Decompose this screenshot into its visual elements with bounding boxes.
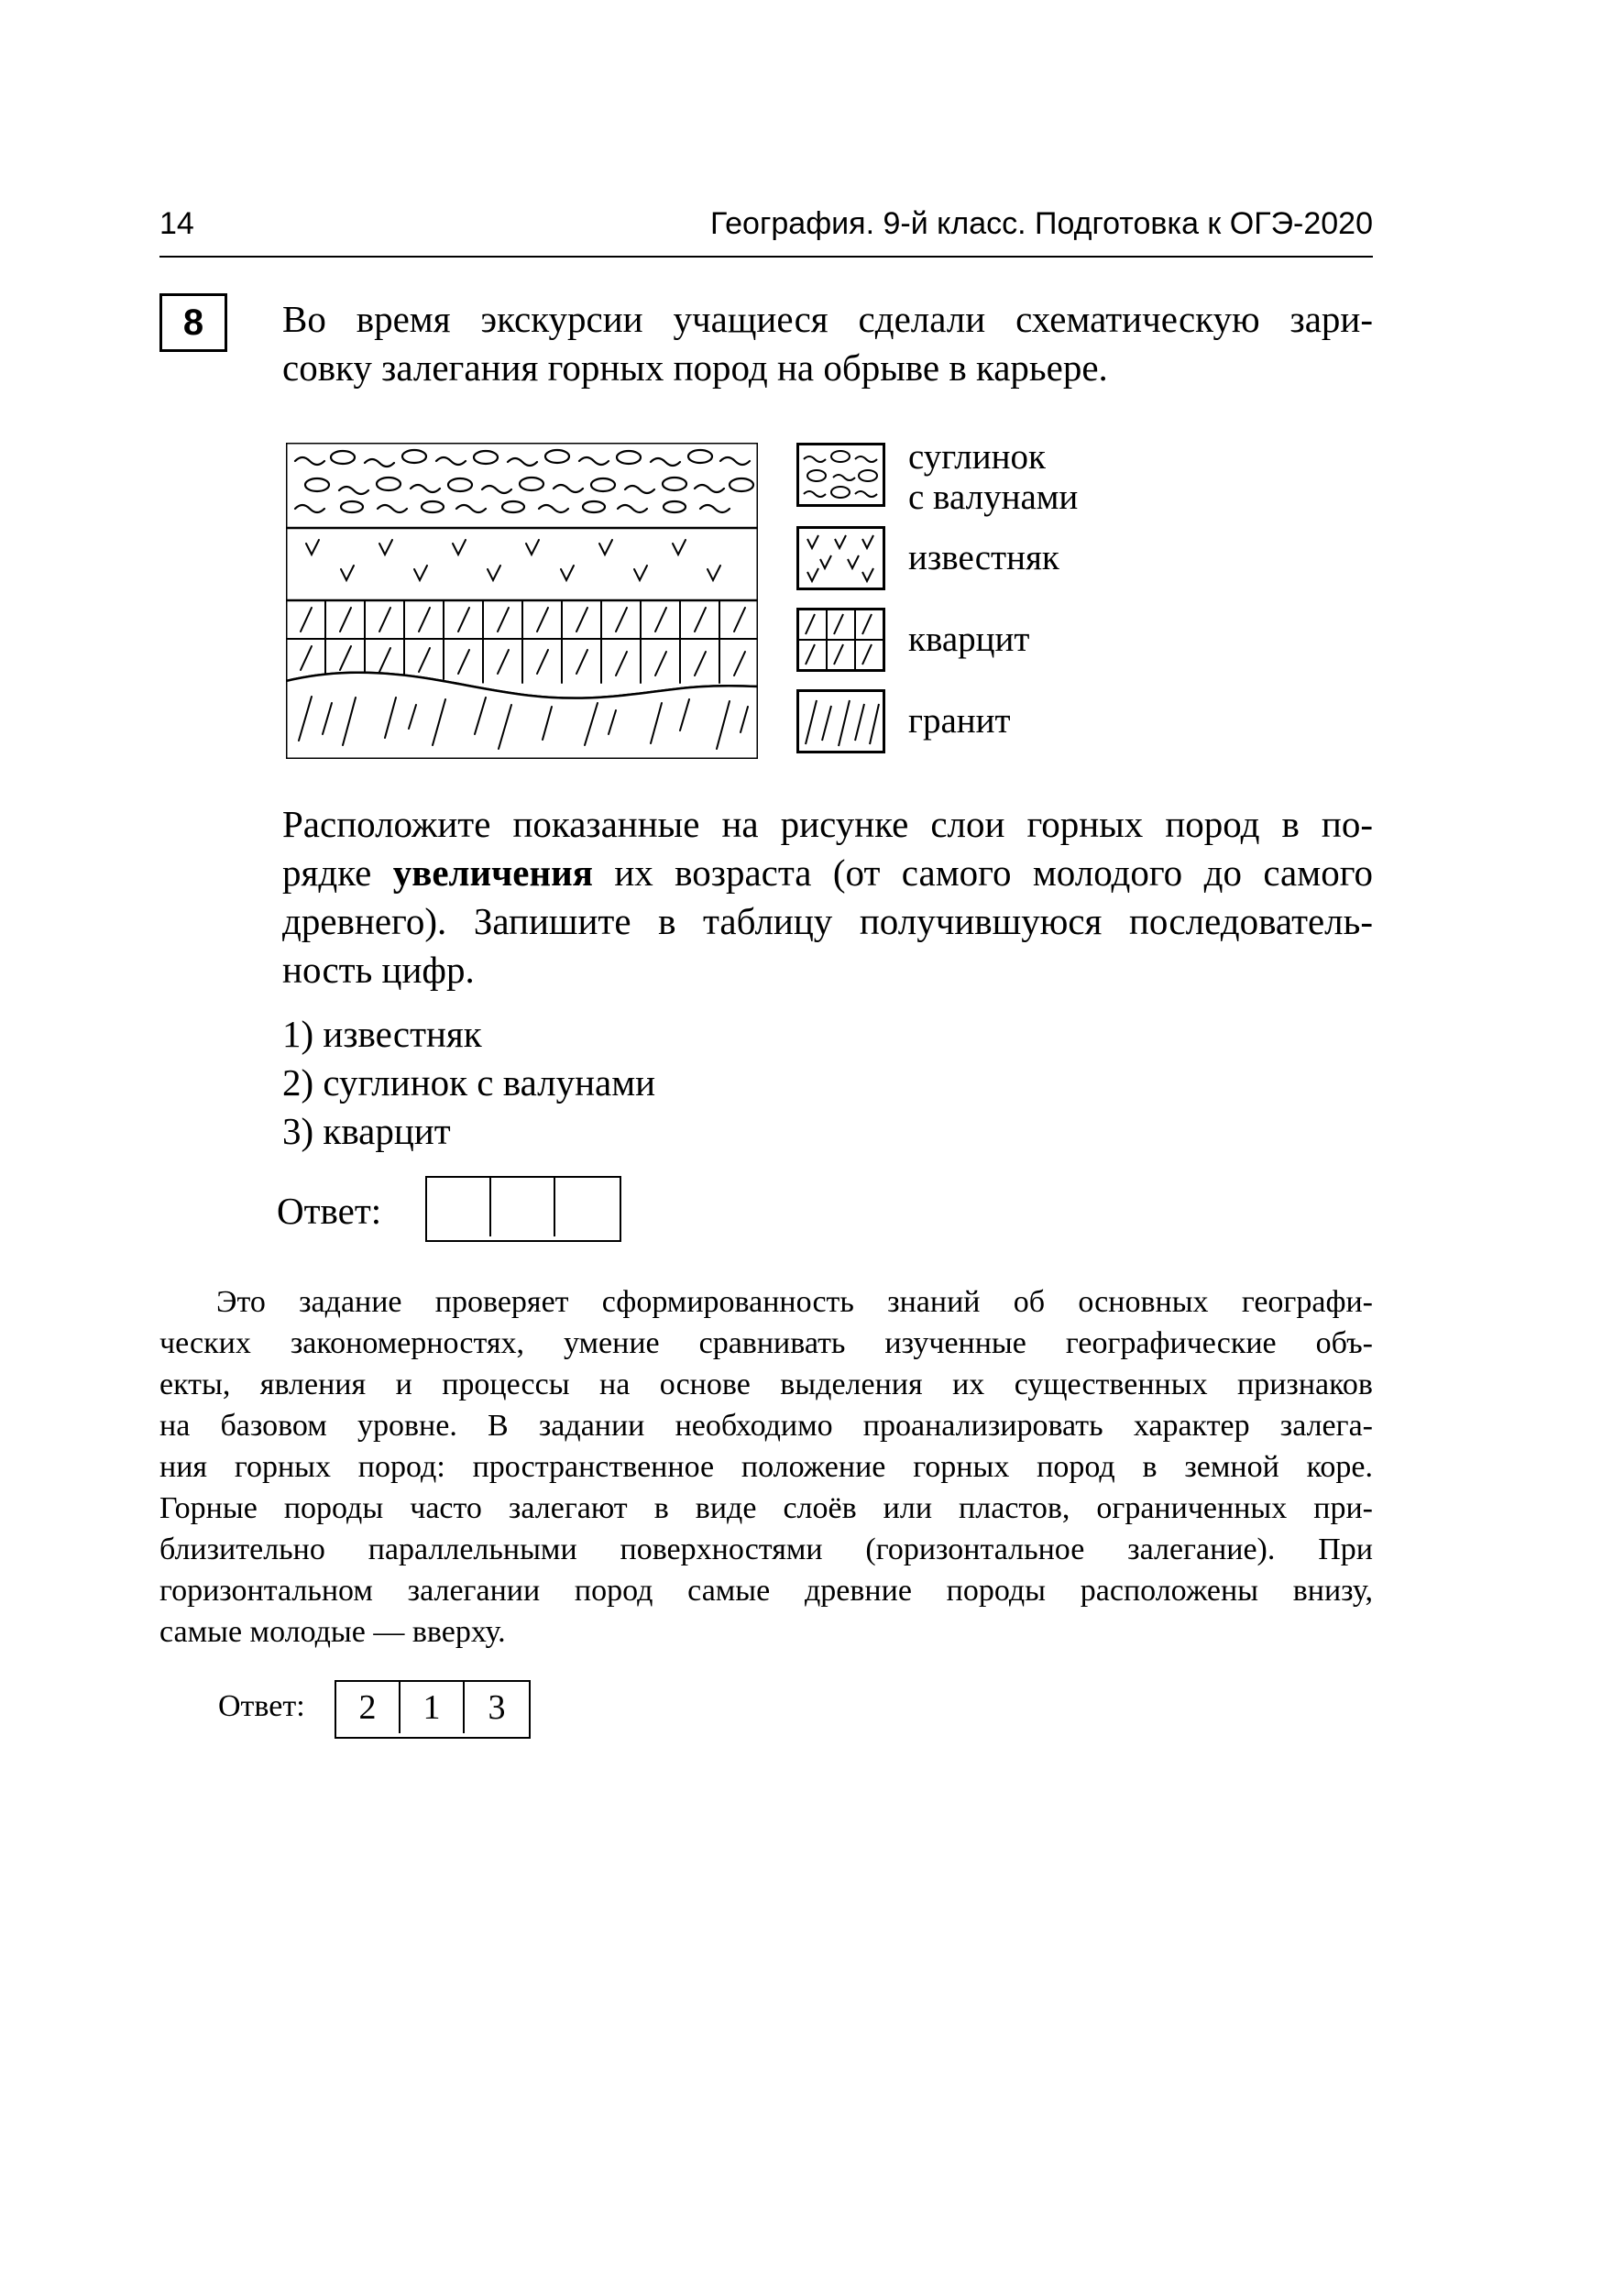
option-item: 1) известняк (282, 1013, 482, 1055)
explanation-answer-label: Ответ: (218, 1689, 305, 1723)
boulder-loam-layer (295, 450, 753, 512)
answer-cell[interactable] (555, 1178, 620, 1236)
answer-cell: 2 (336, 1682, 401, 1733)
task-answer-grid (425, 1176, 621, 1242)
explanation-line: ческих закономерностях, умение сравнивать изученные географические объ- (159, 1326, 1373, 1360)
rock-layers-diagram (286, 443, 758, 759)
instruction-line: Расположите показанные на рисунке слои горных пород в по- (282, 803, 1373, 845)
quartzite-layer (286, 600, 758, 683)
legend-label-granite: гранит (908, 701, 1011, 741)
option-item: 2) суглинок с валунами (282, 1061, 656, 1104)
explanation-line: горизонтальном залегании пород самые древние породы расположены внизу, (159, 1574, 1373, 1608)
legend-swatch-boulder-loam (796, 443, 885, 507)
instruction-text (282, 800, 1373, 994)
running-header-title: География. 9-й класс. Подготовка к ОГЭ-2020 (710, 206, 1373, 241)
question-line: совку залегания горных пород на обрыве в карьере. (282, 346, 1108, 389)
legend-label-boulder-loam (908, 437, 1078, 518)
explanation-line: близительно параллельными поверхностями (горизонтальное залегание). При (159, 1532, 1373, 1566)
explanation-line: на базовом уровне. В задании необходимо проанализировать характер залега- (159, 1409, 1373, 1443)
answer-cell: 1 (401, 1682, 465, 1733)
legend-swatch-granite (796, 689, 885, 753)
instruction-fragment: их возраста (от самого молодого до самого (592, 851, 1373, 894)
legend-label-quartzite: кварцит (908, 620, 1030, 659)
explanation-line: Горные породы часто залегают в виде слоёв или пластов, ограниченных при- (159, 1491, 1373, 1525)
header-rule (159, 256, 1373, 258)
task-answer-label: Ответ: (277, 1190, 382, 1232)
explanation-line: Это задание проверяет сформированность знаний об основных географи- (216, 1285, 1373, 1319)
limestone-layer (306, 540, 720, 580)
answer-cell[interactable] (491, 1178, 555, 1236)
explanation-line: екты, явления и процессы на основе выделения их существенных признаков (159, 1368, 1373, 1401)
options-list (282, 1010, 1107, 1156)
explanation-line: самые молодые — вверху. (159, 1615, 506, 1649)
explanation-text (159, 1281, 1373, 1653)
explanation-line: ния горных пород: пространственное положение горных пород в земной коре. (159, 1450, 1373, 1484)
answer-cell: 3 (488, 1688, 506, 1727)
instruction-line: древнего). Запишите в таблицу получившуюся последователь- (282, 900, 1373, 942)
question-text (282, 295, 1373, 392)
instruction-line (282, 849, 1373, 897)
emphasis-increase: увеличения (392, 851, 593, 894)
legend-text: суглинок (908, 437, 1046, 477)
instruction-fragment: рядке (282, 851, 393, 894)
legend-text: с валунами (908, 478, 1079, 517)
instruction-line: ность цифр. (282, 949, 475, 991)
legend-swatch-limestone (796, 526, 885, 590)
question-line: Во время экскурсии учащиеся сделали схематическую зари- (282, 298, 1373, 340)
task-number-box: 8 (159, 293, 227, 352)
option-item: 3) кварцит (282, 1110, 451, 1152)
explanation-answer-grid (335, 1680, 531, 1739)
legend-label-limestone: известняк (908, 538, 1059, 577)
page-number: 14 (159, 206, 194, 241)
legend-swatch-quartzite (796, 608, 885, 672)
answer-cell[interactable] (427, 1178, 491, 1236)
